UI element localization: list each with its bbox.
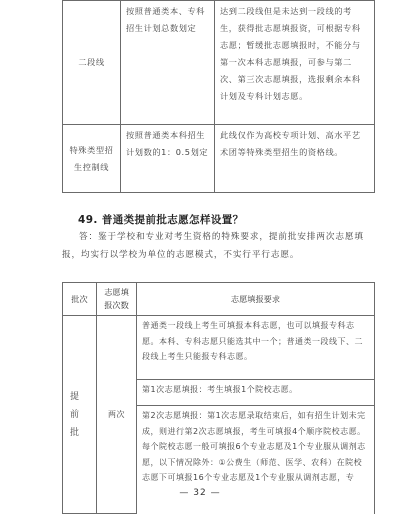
- table-row: [63, 1, 375, 125]
- line-rule-cell: 按照普通类本、专科招生计划总数划定: [121, 1, 215, 125]
- page-number: — 32 —: [179, 488, 221, 498]
- requirement-cell: 第1次志愿填报：考生填报1个院校志愿。: [137, 380, 375, 406]
- line-description-cell: 此线仅作为高校专项计划、高水平艺术团等特殊类型招生的资格线。: [215, 125, 375, 193]
- filling-times-cell: 两次: [97, 316, 137, 514]
- line-rule-cell: 按照普通类本科招生计划数的1：0.5划定: [121, 125, 215, 193]
- batch-cell: 提前批: [63, 316, 97, 514]
- line-name-cell: 二段线: [63, 1, 121, 125]
- volunteer-filling-table: [62, 282, 375, 514]
- cutoff-lines-table: [62, 0, 375, 193]
- line-description-cell: 达到二段线但是未达到一段线的考生，获得批志愿填报资，可根据专科志愿；暂缓批志愿填报时，不能分与第一次本科志愿填报，可参与第二次、第三次志愿填报，选报剩余本科计划及专科计划志愿。: [215, 1, 375, 125]
- table-header-row: [63, 283, 375, 316]
- requirement-cell: 第2次志愿填报：第1次志愿录取结束后，如有招生计划未完成，则进行第2次志愿填报，考生可填报4个顺序院校志愿。每个院校志愿一般可填报6个专业志愿及1个专业服从调剂志愿，以下情况除外：①公费生（师范、医学、农科）在院校志愿下可填报16个专业志愿及1个专业服从调剂志愿，专: [137, 406, 375, 514]
- question-answer: 答：鉴于学校和专业对考生资格的特殊要求，提前批安排两次志愿填报，均实行以学校为单位的志愿模式，不实行平行志愿。: [62, 232, 364, 260]
- line-name-cell: 特殊类型招生控制线: [63, 125, 121, 193]
- column-header-batch: 批次: [63, 283, 97, 316]
- table-row: [63, 125, 375, 193]
- question-title: 49. 普通类提前批志愿怎样设置？: [78, 214, 244, 226]
- requirement-cell: 普通类一段线上考生可填报本科志愿，也可以填报专科志愿。本科、专科志愿只能选其中一个；普通类一段线下、二段线上考生只能报专科志愿。: [137, 316, 375, 380]
- column-header-times: 志愿填报次数: [97, 283, 137, 316]
- column-header-requirements: 志愿填报要求: [137, 283, 375, 316]
- table-row: [63, 316, 375, 380]
